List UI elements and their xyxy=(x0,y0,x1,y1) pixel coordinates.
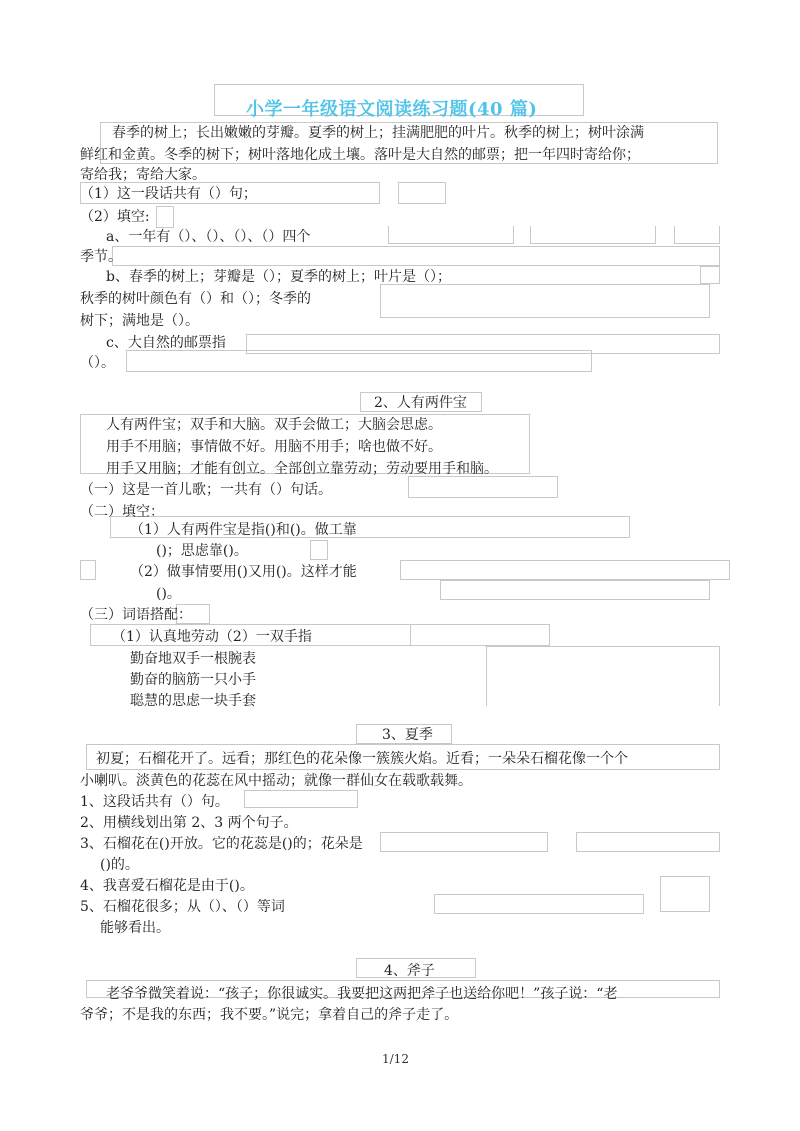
text-line: 鲜红和金黄。冬季的树下；树叶落地化成土壤。落叶是大自然的邮票；把一年四时寄给你； xyxy=(80,147,640,163)
question-line: b、春季的树上；芽瓣是（）；夏季的树上；叶片是（）； xyxy=(106,269,451,285)
section-heading: 3、夏季 xyxy=(382,727,433,743)
text-line: 寄给我；寄给大家。 xyxy=(80,167,206,183)
text-line: 初夏；石榴花开了。远看；那红色的花朵像一簇簇火焰。近看；一朵朵石榴花像一个个 xyxy=(96,751,628,767)
word-match-line: 聪慧的思虑一块手套 xyxy=(130,693,256,709)
section-heading: 4、斧子 xyxy=(384,963,435,979)
word-match-line: 勤奋地双手一根腕表 xyxy=(130,651,256,667)
question-line: （）。 xyxy=(80,355,115,371)
question-line: （1）这一段话共有（）句； xyxy=(80,186,257,202)
question-line: （一）这是一首儿歌；一共有（）句话。 xyxy=(80,482,332,498)
question-line: 秋季的树叶颜色有（）和（）；冬季的 xyxy=(80,291,311,307)
question-line: c、大自然的邮票指 xyxy=(106,335,226,351)
question-line: （1）人有两件宝是指()和()。做工靠 xyxy=(130,522,357,538)
question-line: 4、我喜爱石榴花是由于()。 xyxy=(80,878,254,894)
question-line: （二）填空： xyxy=(80,504,164,520)
question-line: 1、这段话共有（）句。 xyxy=(80,794,229,810)
question-line: ()。 xyxy=(156,586,181,602)
text-line: 用手不用脑；事情做不好。用脑不用手；啥也做不好。 xyxy=(106,439,442,455)
question-line: ()的。 xyxy=(100,857,139,873)
text-line: 小喇叭。淡黄色的花蕊在风中摇动；就像一群仙女在载歌载舞。 xyxy=(80,773,472,789)
text-line: 用手又用脑；才能有创立。全部创立靠劳动；劳动要用手和脑。 xyxy=(106,461,498,477)
document-title: 小学一年级语文阅读练习题(40 篇) xyxy=(246,99,538,121)
text-line: 爷爷；不是我的东西；我不要。”说完；拿着自己的斧子走了。 xyxy=(80,1007,459,1023)
word-match-line: 勤奋的脑筋一只小手 xyxy=(130,672,256,688)
question-line: 3、石榴花在()开放。它的花蕊是()的；花朵是 xyxy=(80,836,363,852)
text-line: 老爷爷微笑着说：“孩子；你很诚实。我要把这两把斧子也送给你吧！”孩子说：“老 xyxy=(106,986,618,1002)
question-line: 季节。 xyxy=(80,249,122,265)
question-line: 2、用横线划出第 2、3 两个句子。 xyxy=(80,815,298,831)
question-line: 能够看出。 xyxy=(100,920,170,936)
question-line: ()；思虑靠()。 xyxy=(156,543,248,559)
question-line: （三）词语搭配： xyxy=(80,607,192,623)
text-line: 人有两件宝；双手和大脑。双手会做工；大脑会思虑。 xyxy=(106,417,442,433)
text-line: 春季的树上；长出嫩嫩的芽瓣。夏季的树上；挂满肥肥的叶片。秋季的树上；树叶涂满 xyxy=(112,125,644,141)
question-line: 树下；满地是（）。 xyxy=(80,313,199,329)
question-line: （2）做事情要用()又用()。这样才能 xyxy=(130,564,357,580)
section-heading: 2、人有两件宝 xyxy=(374,395,467,411)
question-line: 5、石榴花很多；从（）、（）等词 xyxy=(80,899,285,915)
question-line: （2）填空: xyxy=(80,209,150,225)
word-match-line: （1）认真地劳动（2）一双手指 xyxy=(112,629,312,645)
page-number: 1/12 xyxy=(382,1052,409,1066)
question-line: a、一年有（）、（）、（）、（）四个 xyxy=(106,229,311,245)
